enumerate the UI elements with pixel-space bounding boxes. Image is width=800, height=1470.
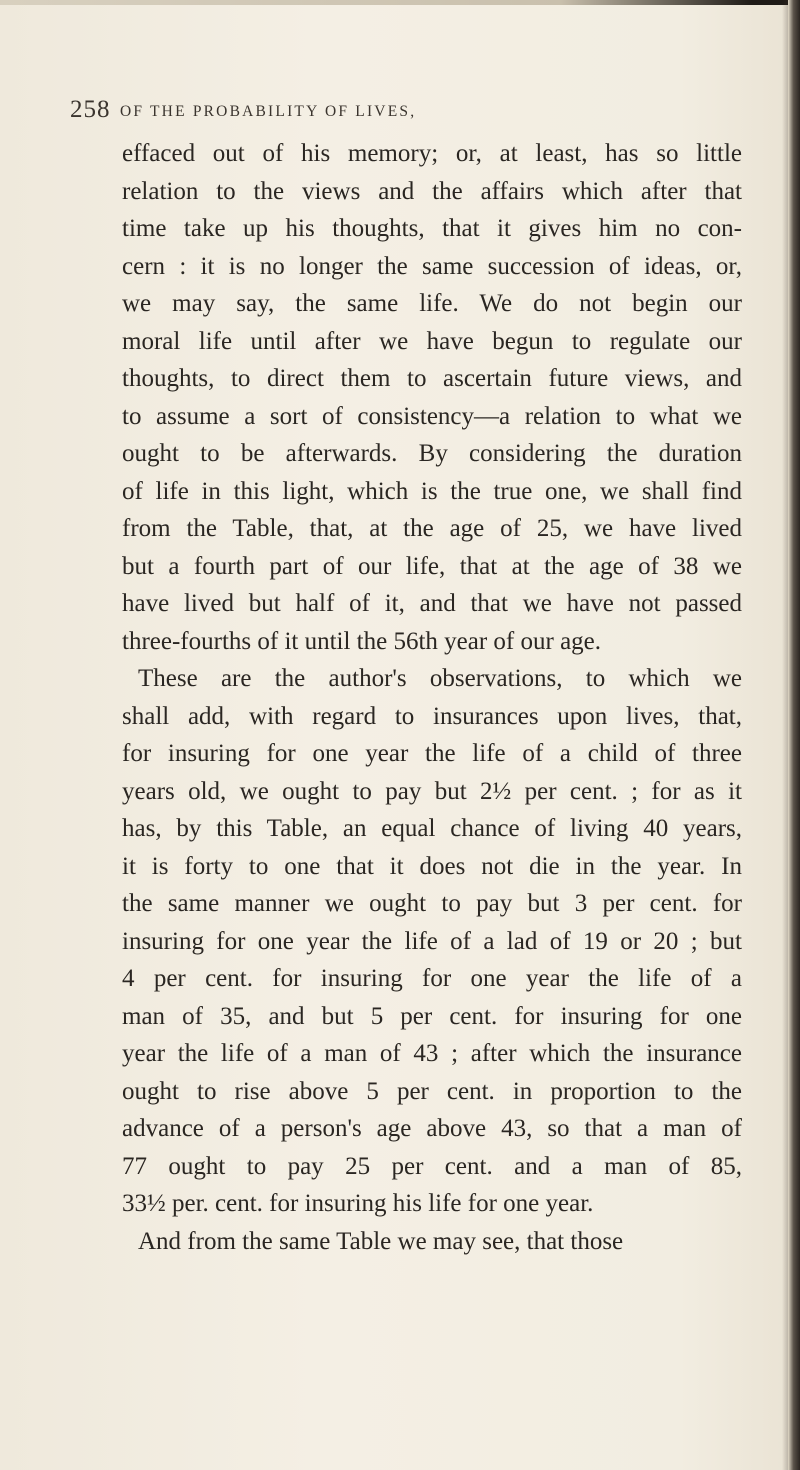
body-text: [122, 135, 742, 1260]
text-line: advance of a person's age above 43, so that a man of: [122, 1115, 742, 1142]
text-line: insuring for one year the life of a lad of 19 or 20 ; but: [122, 927, 742, 955]
text-line: years old, we ought to pay but 2½ per cent. ; for as it: [122, 777, 742, 805]
text-line: 4 per cent. for insuring for one year the life of a: [122, 965, 742, 992]
text-line: moral life until after we have begun to regulate our: [122, 327, 742, 355]
text-line: man of 35, and but 5 per cent. for insuring for one: [122, 1002, 742, 1030]
text-line: 33½ per. cent. for insuring his life for one year.: [122, 1190, 594, 1217]
text-line: relation to the views and the affairs which after that: [122, 177, 742, 205]
text-line: we may say, the same life. We do not begin our: [122, 290, 742, 317]
text-line: has, by this Table, an equal chance of living 40 years,: [122, 815, 742, 842]
text-line: 77 ought to pay 25 per cent. and a man of 85,: [122, 1152, 742, 1180]
text-line: ought to rise above 5 per cent. in proportion to the: [122, 1077, 742, 1105]
page-header: [70, 96, 750, 136]
text-line: have lived but half of it, and that we have not passed: [122, 590, 742, 617]
text-line: shall add, with regard to insurances upon lives, that,: [122, 702, 742, 730]
text-line: ought to be afterwards. By considering the duration: [122, 440, 742, 467]
text-line: from the Table, that, at the age of 25, we have lived: [122, 515, 742, 542]
text-line: time take up his thoughts, that it gives him no con-: [122, 215, 742, 242]
text-line: three-fourths of it until the 56th year of our age.: [122, 627, 602, 655]
text-line: cern : it is no longer the same succession of ideas, or,: [122, 252, 742, 280]
text-line: of life in this light, which is the true one, we shall find: [122, 477, 742, 505]
text-line: for insuring for one year the life of a child of three: [122, 740, 742, 767]
text-line: it is forty to one that it does not die in the year. In: [122, 852, 742, 880]
page-right-edge: [788, 0, 800, 1470]
text-line: These are the author's observations, to which we: [138, 665, 742, 692]
running-title: OF THE PROBABILITY OF LIVES,: [120, 103, 417, 120]
text-line: effaced out of his memory; or, at least, has so little: [122, 140, 742, 167]
text-line: the same manner we ought to pay but 3 per cent. for: [122, 890, 742, 917]
top-edge-rule: [0, 0, 800, 5]
text-line: but a fourth part of our life, that at the age of 38 we: [122, 552, 742, 580]
text-line: to assume a sort of consistency—a relation to what we: [122, 402, 742, 430]
page-number: 258: [70, 96, 111, 123]
text-line: And from the same Table we may see, that those: [138, 1227, 624, 1255]
text-line: thoughts, to direct them to ascertain future views, and: [122, 365, 742, 392]
text-line: year the life of a man of 43 ; after which the insurance: [122, 1040, 742, 1067]
